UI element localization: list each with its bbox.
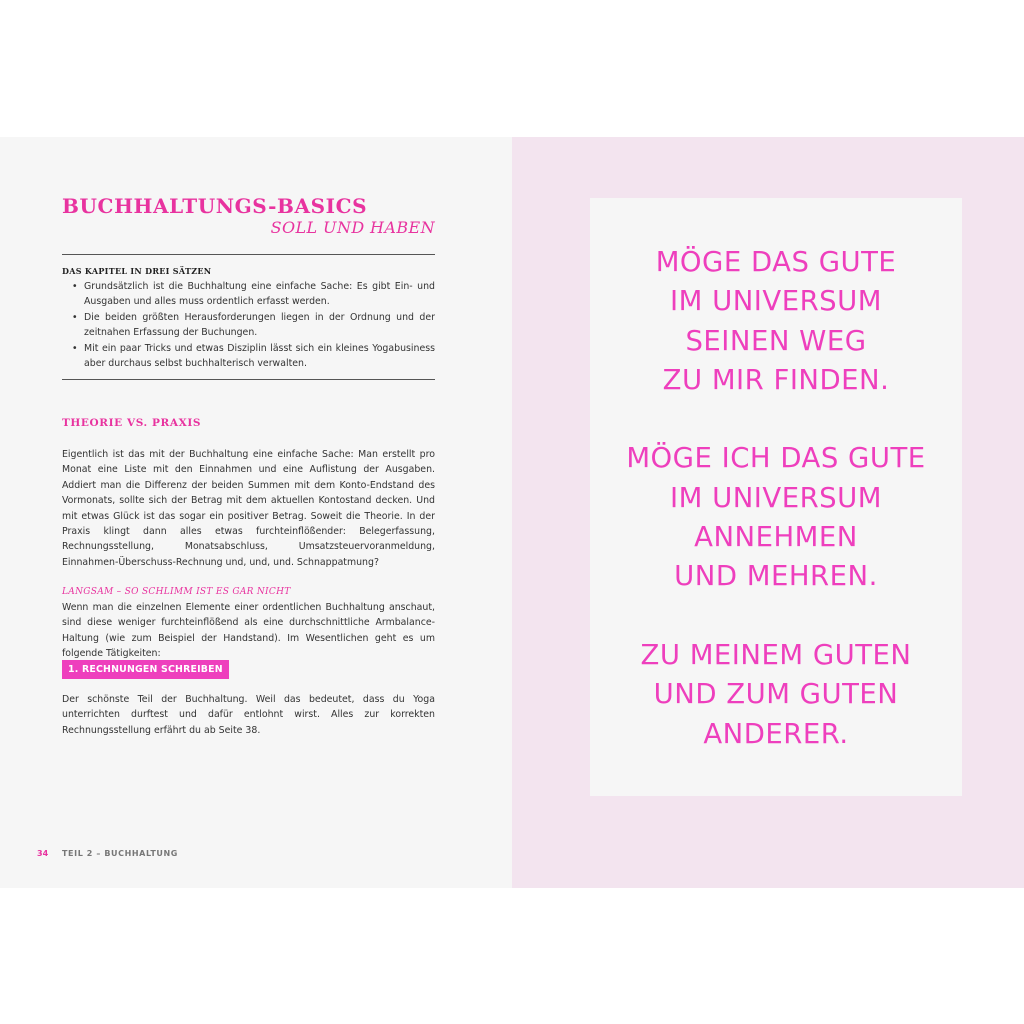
paragraph-invoices: Der schönste Teil der Buchhaltung. Weil das bedeutet, dass du Yoga unterrichten durftest und dafür entlohnt wirst. Alles zur korrekten Rechnungsstellung erfährt du ab Seite 38. xyxy=(62,694,435,736)
chapter-title: BUCHHALTUNGS-BASICS xyxy=(62,194,368,218)
paragraph-elements: Wenn man die einzelnen Elemente einer ordentlichen Buchhaltung anschaut, sind diese weniger furchteinflößend als eine durchschnittliche Armbalance-Haltung (wie zum Beispiel der Handstand). Im Wesentlichen geht es um folgende Tätigkeiten: xyxy=(62,602,435,660)
quote-line: ANNEHMEN xyxy=(694,521,858,554)
chapter-subtitle: SOLL UND HABEN xyxy=(270,218,435,237)
quote-card xyxy=(590,198,962,796)
paragraph-theory: Eigentlich ist das mit der Buchhaltung eine einfache Sache: Man erstellt pro Monat eine Liste mit den Einnahmen und eine Auflistung der Ausgaben. Addiert man die Differenz der beiden Summen mit dem Konto-Endstand des Vormonats, sollte sich der Betrag mit dem aktuellen Kontostand decken. Und mit etwas Glück ist das sogar ein positiver Betrag. Soweit die Theorie. In der Praxis klingt dann alles etwas furchteinflößender: Belegerfassung, Rechnungsstellung, Monatsabschluss, Umsatzsteuervoranmeldung, Einnahmen-Überschuss-Rechnung und, und, und. Schnappatmung? xyxy=(62,449,435,568)
section-heading: THEORIE VS. PRAXIS xyxy=(62,417,202,429)
sub-heading: LANGSAM – SO SCHLIMM IST ES GAR NICHT xyxy=(62,587,291,597)
quote-gap xyxy=(590,597,962,636)
quote-line: ANDERER. xyxy=(703,717,849,750)
left-page xyxy=(0,137,512,888)
divider-bottom xyxy=(62,379,435,380)
quote-line: ZU MIR FINDEN. xyxy=(662,363,890,396)
page-number: 34 xyxy=(37,849,49,858)
right-page xyxy=(512,137,1024,888)
quote-line: UND MEHREN. xyxy=(674,560,878,593)
quote-line: MÖGE DAS GUTE xyxy=(655,246,897,278)
quote-line: MÖGE ICH DAS GUTE xyxy=(626,442,926,475)
quote-line: UND ZUM GUTEN xyxy=(653,678,899,711)
step-tag: 1. RECHNUNGEN SCHREIBEN xyxy=(62,660,229,679)
quote-gap xyxy=(590,400,962,439)
quote-line: SEINEN WEG xyxy=(685,324,867,357)
quote-line: IM UNIVERSUM xyxy=(670,285,882,318)
divider-top xyxy=(62,254,435,255)
quote-line: IM UNIVERSUM xyxy=(670,481,882,514)
summary-heading: DAS KAPITEL IN DREI SÄTZEN xyxy=(62,266,212,276)
running-footer: TEIL 2 – BUCHHALTUNG xyxy=(62,849,178,858)
summary-item: • Grundsätzlich ist die Buchhaltung eine einfache Sache: Es gibt Ein- und Ausgaben und alles muss ordentlich erfasst werden. xyxy=(62,279,435,310)
book-spread xyxy=(0,137,1024,888)
summary-item: • Mit ein paar Tricks und etwas Disziplin lässt sich ein kleines Yogabusiness aber durchaus selbst buchhalterisch verwalten. xyxy=(62,341,435,372)
summary-list xyxy=(62,279,435,371)
summary-item: • Die beiden größten Herausforderungen liegen in der Ordnung und der zeitnahen Erfassung der Buchungen. xyxy=(62,310,435,341)
quote-line: ZU MEINEM GUTEN xyxy=(640,638,912,671)
quote-text xyxy=(590,243,962,754)
